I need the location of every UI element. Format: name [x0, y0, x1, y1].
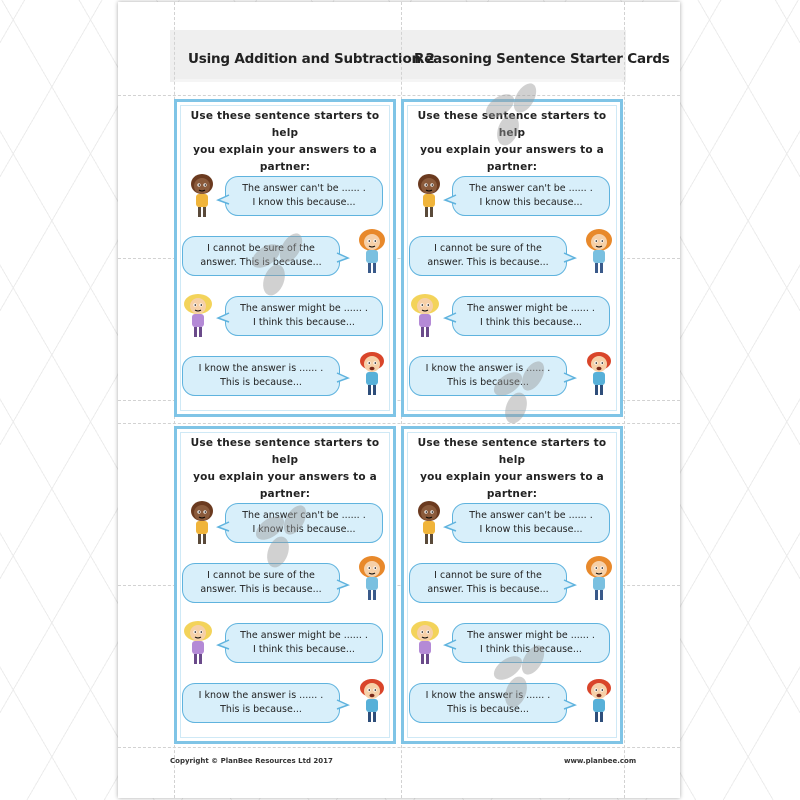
boy-red-hair-icon [355, 350, 389, 398]
bubble-tail [564, 372, 576, 384]
card-heading-line: partner: [259, 488, 311, 500]
bubble-line: The answer might be ...... . [467, 630, 595, 641]
speech-bubble [452, 503, 610, 543]
cut-line [118, 95, 680, 96]
bubble-tail [564, 252, 576, 264]
girl-ginger-hair-icon [582, 555, 616, 603]
card-heading-line: Use these sentence starters to help [190, 437, 380, 466]
card-heading [185, 435, 385, 503]
bubble-tail [337, 699, 349, 711]
sentence-starter-card [174, 426, 396, 744]
worksheet-page [118, 2, 680, 798]
bubble-tail [444, 194, 456, 206]
speech-bubble [409, 236, 567, 276]
speech-bubble [182, 563, 340, 603]
bubble-line: I know this because... [252, 524, 356, 535]
bubble-line: This is because... [447, 377, 529, 388]
bubble-line: I know the answer is ...... . [198, 363, 324, 374]
bubble-line: I cannot be sure of the [434, 243, 542, 254]
speech-bubble [409, 356, 567, 396]
bubble-tail [217, 521, 229, 533]
speech-bubble [182, 356, 340, 396]
girl-ginger-hair-icon [582, 228, 616, 276]
bubble-tail [337, 579, 349, 591]
sentence-starter-card [174, 99, 396, 417]
girl-blonde-hair-icon [408, 619, 442, 667]
bubble-line: This is because... [220, 377, 302, 388]
boy-red-hair-icon [582, 350, 616, 398]
speech-bubble [225, 296, 383, 336]
bubble-line: I think this because... [253, 317, 355, 328]
cut-line [118, 747, 680, 748]
speech-bubble [225, 623, 383, 663]
bubble-tail [337, 372, 349, 384]
bubble-line: I cannot be sure of the [207, 243, 315, 254]
girl-ginger-hair-icon [355, 555, 389, 603]
boy-dark-hair-icon [185, 172, 219, 220]
speech-bubble [182, 683, 340, 723]
bubble-tail [337, 252, 349, 264]
speech-bubble [452, 176, 610, 216]
girl-blonde-hair-icon [408, 292, 442, 340]
girl-blonde-hair-icon [181, 292, 215, 340]
bubble-line: I cannot be sure of the [434, 570, 542, 581]
speech-bubble [225, 176, 383, 216]
card-heading-line: Use these sentence starters to help [417, 110, 607, 139]
card-heading [412, 108, 612, 176]
bubble-line: I think this because... [480, 644, 582, 655]
bubble-line: answer. This is because... [200, 584, 322, 595]
speech-bubble [409, 683, 567, 723]
bubble-line: I know the answer is ...... . [425, 363, 551, 374]
bubble-tail [444, 639, 456, 651]
sentence-starter-card [401, 426, 623, 744]
bubble-line: answer. This is because... [427, 257, 549, 268]
bubble-tail [444, 312, 456, 324]
bubble-tail [217, 194, 229, 206]
bubble-tail [564, 699, 576, 711]
boy-dark-hair-icon [185, 499, 219, 547]
card-heading-line: you explain your answers to a [193, 144, 377, 156]
card-heading [412, 435, 612, 503]
sentence-starter-card [401, 99, 623, 417]
boy-dark-hair-icon [412, 499, 446, 547]
website-link[interactable]: www.planbee.com [564, 757, 637, 765]
speech-bubble [452, 296, 610, 336]
card-heading-line: you explain your answers to a [420, 471, 604, 483]
bubble-line: The answer can't be ...... . [242, 183, 366, 194]
card-heading-line: partner: [486, 488, 538, 500]
bubble-line: I cannot be sure of the [207, 570, 315, 581]
bubble-line: The answer can't be ...... . [469, 510, 593, 521]
speech-bubble [225, 503, 383, 543]
boy-red-hair-icon [582, 677, 616, 725]
bubble-line: This is because... [220, 704, 302, 715]
worksheet-title: Using Addition and Subtraction 2 [188, 51, 435, 67]
header-rule [174, 79, 622, 82]
card-heading-line: you explain your answers to a [420, 144, 604, 156]
bubble-line: The answer might be ...... . [240, 630, 368, 641]
bubble-line: I know this because... [252, 197, 356, 208]
bubble-tail [217, 312, 229, 324]
bubble-line: I think this because... [480, 317, 582, 328]
bubble-line: The answer can't be ...... . [242, 510, 366, 521]
speech-bubble [182, 236, 340, 276]
card-heading-line: Use these sentence starters to help [190, 110, 380, 139]
bubble-line: I know this because... [479, 197, 583, 208]
cut-line [118, 423, 680, 424]
copyright-text: Copyright © PlanBee Resources Ltd 2017 [170, 757, 333, 765]
boy-dark-hair-icon [412, 172, 446, 220]
bubble-line: This is because... [447, 704, 529, 715]
card-heading-line: Use these sentence starters to help [417, 437, 607, 466]
bubble-tail [564, 579, 576, 591]
cut-line [624, 2, 625, 798]
bubble-line: answer. This is because... [427, 584, 549, 595]
boy-red-hair-icon [355, 677, 389, 725]
bubble-line: The answer can't be ...... . [469, 183, 593, 194]
bubble-line: I know the answer is ...... . [198, 690, 324, 701]
bubble-line: The answer might be ...... . [240, 303, 368, 314]
bubble-line: answer. This is because... [200, 257, 322, 268]
worksheet-subtitle: Reasoning Sentence Starter Cards [414, 51, 670, 67]
card-heading-line: partner: [486, 161, 538, 173]
bubble-line: I know the answer is ...... . [425, 690, 551, 701]
card-heading-line: you explain your answers to a [193, 471, 377, 483]
speech-bubble [452, 623, 610, 663]
bubble-tail [217, 639, 229, 651]
bubble-tail [444, 521, 456, 533]
girl-blonde-hair-icon [181, 619, 215, 667]
card-heading-line: partner: [259, 161, 311, 173]
bubble-line: The answer might be ...... . [467, 303, 595, 314]
card-heading [185, 108, 385, 176]
girl-ginger-hair-icon [355, 228, 389, 276]
speech-bubble [409, 563, 567, 603]
bubble-line: I think this because... [253, 644, 355, 655]
bubble-line: I know this because... [479, 524, 583, 535]
